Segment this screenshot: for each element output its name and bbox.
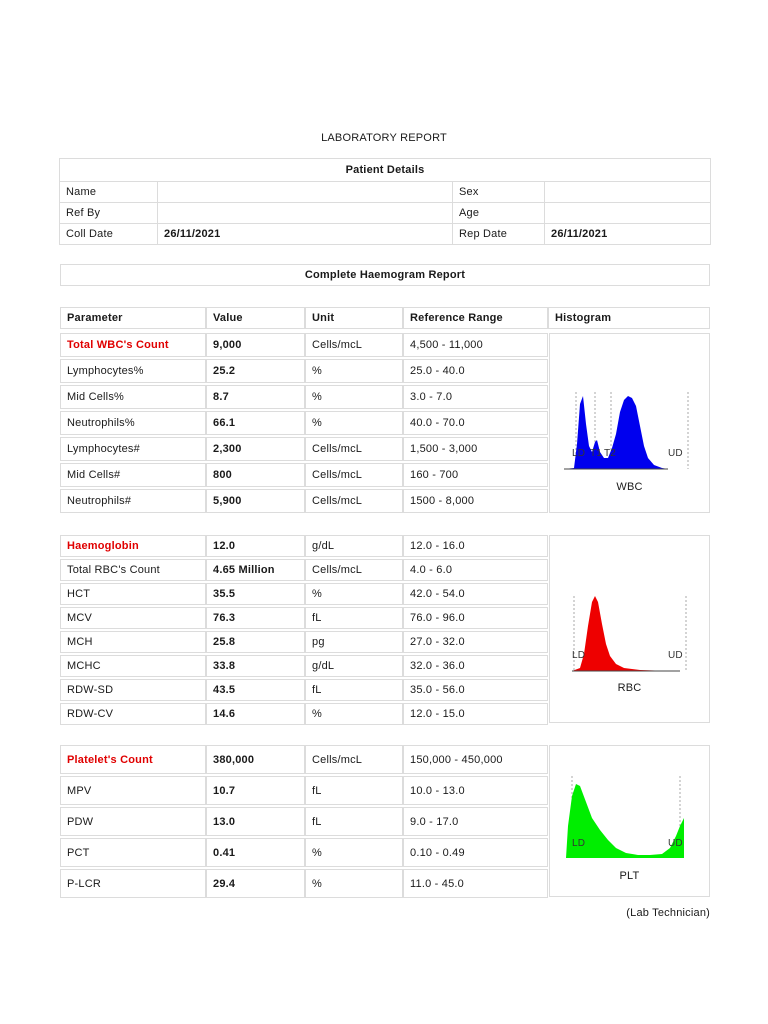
wbc-param-cell: Neutrophils# [60, 489, 206, 513]
wbc-param-cell: Mid Cells% [60, 385, 206, 409]
wbc-range-cell: 160 - 700 [403, 463, 548, 487]
rbc-param-cell: Haemoglobin [60, 535, 206, 557]
rbc-value-cell: 4.65 Million [206, 559, 305, 581]
plt-param-cell: Platelet's Count [60, 745, 206, 774]
wbc-unit-cell: % [305, 385, 403, 409]
rbc-param-cell: HCT [60, 583, 206, 605]
plt-histogram-caption: PLT [619, 870, 640, 882]
rep-date-label: Rep Date [453, 224, 545, 245]
wbc-value-cell: 9,000 [206, 333, 305, 357]
rbc-unit-cell: % [305, 703, 403, 725]
plt-unit-cell: % [305, 869, 403, 898]
wbc-label-t2: T2 [604, 448, 617, 459]
plt-param-cell: MPV [60, 776, 206, 805]
rbc-unit-cell: pg [305, 631, 403, 653]
col-header-histogram: Histogram [548, 307, 710, 329]
rbc-value-cell: 33.8 [206, 655, 305, 677]
rbc-range-cell: 76.0 - 96.0 [403, 607, 548, 629]
wbc-value-cell: 25.2 [206, 359, 305, 383]
plt-value-cell: 29.4 [206, 869, 305, 898]
rbc-value-cell: 14.6 [206, 703, 305, 725]
wbc-unit-cell: Cells/mcL [305, 489, 403, 513]
rbc-unit-cell: fL [305, 607, 403, 629]
report-subtitle: Complete Haemogram Report [60, 264, 710, 286]
wbc-value-cell: 5,900 [206, 489, 305, 513]
rbc-value-cell: 76.3 [206, 607, 305, 629]
age-label: Age [453, 203, 545, 224]
lab-technician-signature: (Lab Technician) [626, 907, 710, 919]
plt-range-cell: 11.0 - 45.0 [403, 869, 548, 898]
rbc-value-cell: 35.5 [206, 583, 305, 605]
sex-value [545, 182, 711, 203]
wbc-value-cell: 800 [206, 463, 305, 487]
rbc-value-cell: 43.5 [206, 679, 305, 701]
wbc-range-cell: 25.0 - 40.0 [403, 359, 548, 383]
plt-range-cell: 10.0 - 13.0 [403, 776, 548, 805]
patient-details-header: Patient Details [60, 159, 711, 182]
rbc-unit-cell: % [305, 583, 403, 605]
rbc-histogram [549, 535, 710, 723]
rep-date-value: 26/11/2021 [545, 224, 711, 245]
rbc-range-cell: 32.0 - 36.0 [403, 655, 548, 677]
rbc-param-cell: RDW-CV [60, 703, 206, 725]
wbc-label-ld: LD [572, 448, 586, 459]
rbc-range-cell: 42.0 - 54.0 [403, 583, 548, 605]
wbc-unit-cell: Cells/mcL [305, 437, 403, 461]
wbc-label-ud: UD [668, 448, 683, 459]
col-header-reference-range: Reference Range [403, 307, 548, 329]
rbc-value-cell: 12.0 [206, 535, 305, 557]
wbc-value-cell: 8.7 [206, 385, 305, 409]
plt-value-cell: 10.7 [206, 776, 305, 805]
wbc-range-cell: 1,500 - 3,000 [403, 437, 548, 461]
sex-label: Sex [453, 182, 545, 203]
plt-histogram [549, 745, 710, 897]
rbc-unit-cell: g/dL [305, 535, 403, 557]
wbc-param-cell: Mid Cells# [60, 463, 206, 487]
wbc-unit-cell: Cells/mcL [305, 463, 403, 487]
rbc-range-cell: 4.0 - 6.0 [403, 559, 548, 581]
wbc-unit-cell: Cells/mcL [305, 333, 403, 357]
wbc-param-cell: Total WBC's Count [60, 333, 206, 357]
rbc-label-ud: UD [668, 650, 683, 661]
plt-param-cell: PDW [60, 807, 206, 836]
col-header-value: Value [206, 307, 305, 329]
name-label: Name [60, 182, 158, 203]
wbc-range-cell: 40.0 - 70.0 [403, 411, 548, 435]
wbc-value-cell: 2,300 [206, 437, 305, 461]
coll-date-label: Coll Date [60, 224, 158, 245]
refby-label: Ref By [60, 203, 158, 224]
rbc-histogram-curve [572, 596, 670, 671]
plt-unit-cell: % [305, 838, 403, 867]
report-title: LABORATORY REPORT [321, 132, 447, 144]
col-header-unit: Unit [305, 307, 403, 329]
patient-details-table [59, 158, 711, 245]
rbc-param-cell: MCV [60, 607, 206, 629]
rbc-range-cell: 12.0 - 15.0 [403, 703, 548, 725]
wbc-unit-cell: % [305, 359, 403, 383]
plt-unit-cell: Cells/mcL [305, 745, 403, 774]
wbc-range-cell: 3.0 - 7.0 [403, 385, 548, 409]
wbc-unit-cell: % [305, 411, 403, 435]
plt-unit-cell: fL [305, 807, 403, 836]
plt-value-cell: 380,000 [206, 745, 305, 774]
plt-unit-cell: fL [305, 776, 403, 805]
rbc-range-cell: 12.0 - 16.0 [403, 535, 548, 557]
wbc-range-cell: 1500 - 8,000 [403, 489, 548, 513]
rbc-value-cell: 25.8 [206, 631, 305, 653]
col-header-parameter: Parameter [60, 307, 206, 329]
plt-range-cell: 150,000 - 450,000 [403, 745, 548, 774]
rbc-histogram-plot [550, 536, 711, 724]
rbc-histogram-caption: RBC [617, 682, 642, 694]
rbc-label-ld: LD [572, 650, 586, 661]
plt-value-cell: 13.0 [206, 807, 305, 836]
plt-range-cell: 9.0 - 17.0 [403, 807, 548, 836]
plt-param-cell: PCT [60, 838, 206, 867]
plt-label-ud: UD [668, 838, 683, 849]
rbc-param-cell: MCHC [60, 655, 206, 677]
rbc-range-cell: 35.0 - 56.0 [403, 679, 548, 701]
rbc-param-cell: RDW-SD [60, 679, 206, 701]
rbc-unit-cell: fL [305, 679, 403, 701]
plt-label-ld: LD [572, 838, 586, 849]
rbc-param-cell: MCH [60, 631, 206, 653]
rbc-unit-cell: Cells/mcL [305, 559, 403, 581]
age-value [545, 203, 711, 224]
wbc-histogram [549, 333, 710, 513]
wbc-value-cell: 66.1 [206, 411, 305, 435]
coll-date-value: 26/11/2021 [158, 224, 453, 245]
name-value [158, 182, 453, 203]
plt-range-cell: 0.10 - 0.49 [403, 838, 548, 867]
refby-value [158, 203, 453, 224]
plt-value-cell: 0.41 [206, 838, 305, 867]
rbc-range-cell: 27.0 - 32.0 [403, 631, 548, 653]
rbc-param-cell: Total RBC's Count [60, 559, 206, 581]
wbc-label-t1: T1 [590, 448, 603, 459]
wbc-range-cell: 4,500 - 11,000 [403, 333, 548, 357]
wbc-histogram-caption: WBC [616, 481, 643, 493]
wbc-param-cell: Lymphocytes# [60, 437, 206, 461]
rbc-unit-cell: g/dL [305, 655, 403, 677]
plt-param-cell: P-LCR [60, 869, 206, 898]
wbc-param-cell: Lymphocytes% [60, 359, 206, 383]
wbc-param-cell: Neutrophils% [60, 411, 206, 435]
